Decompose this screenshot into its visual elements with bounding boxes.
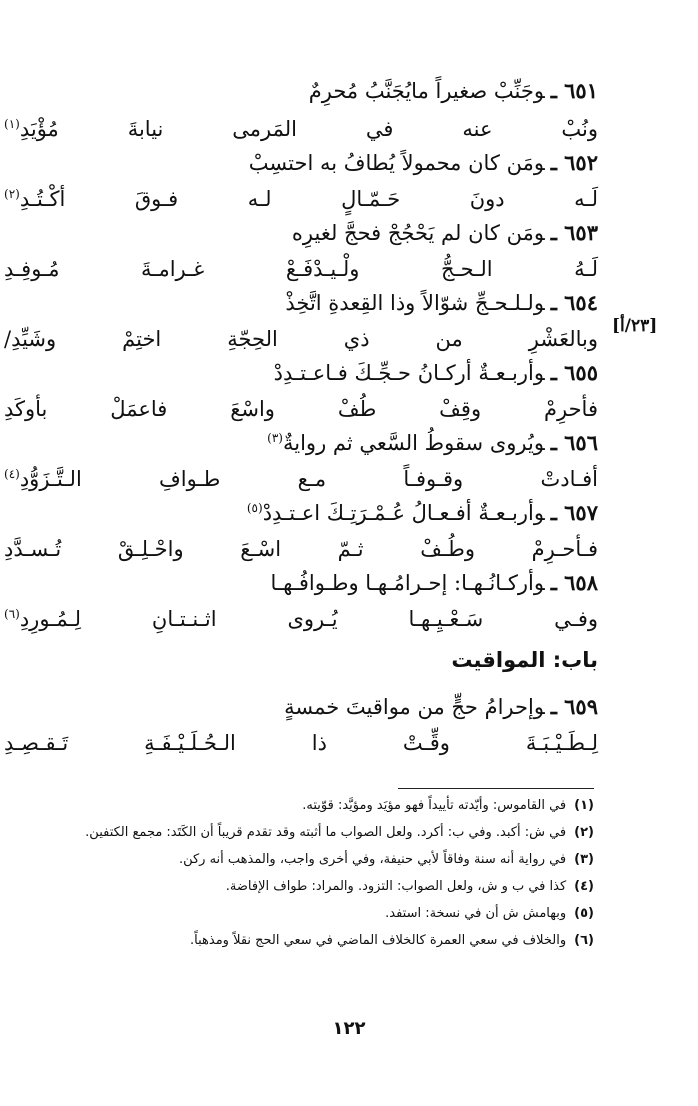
verse-number: ٦٥٤ ـ: [550, 290, 598, 315]
footnote-text: في القاموس: وأيّدته تأييداً فهو مؤيَد ومؤيَّد: قوّيته.: [302, 798, 567, 813]
verse-text: ولـلـحـجِّ شوّالاً وذا القِعدةِ اتَّخِذْ: [285, 291, 545, 315]
verse-line: [4, 530, 598, 568]
verse-number: ٦٥٥ ـ: [550, 360, 598, 385]
verse-line: [20, 688, 598, 726]
verse-line: [4, 460, 598, 498]
verse-line: [4, 180, 598, 218]
footnote: [8, 876, 594, 898]
verse-line: [20, 144, 598, 182]
verse-line: [20, 214, 598, 252]
verse-text: ومَن كان لم يَحْجُجْ فحجَّ لغيرِه: [291, 221, 545, 245]
verse-line: [4, 320, 598, 358]
footnote-marker: (٦): [4, 607, 20, 621]
footnote-marker: (١): [4, 117, 20, 131]
footnote: [8, 930, 594, 952]
verse-text: وفـي سَـعْـيِـهـا يُـروى اثـنـتـانِ لِـمُـورِدِ: [19, 607, 598, 631]
verse-line: [20, 284, 598, 322]
footnote-separator: [398, 788, 594, 789]
verse-number: ٦٥٢ ـ: [550, 150, 598, 175]
footnote-text: وبهامش ش أن في نسخة: استفد.: [385, 906, 567, 921]
verse-text: وبالعَشْرِ من ذي الحِجّةِ اختِمْ وشَيِّدِ/: [4, 327, 598, 351]
footnote-marker: (٥): [246, 501, 263, 515]
verse-line: [20, 72, 598, 110]
page-number: ١٢٢: [332, 1018, 366, 1039]
verse-text: وأربـعـةٌ أركـانُ حـجِّـكَ فـاعـتـدِدْ: [273, 361, 545, 385]
verse-text: ويُروى سقوطُ السَّعي ثم روايةٌ: [282, 431, 545, 455]
verse-number: ٦٥٨ ـ: [550, 570, 598, 595]
verse-text: ونُبْ عنه في المَرمى نيابةَ مُؤْيَدِ: [19, 117, 598, 141]
verse-line: [4, 724, 598, 762]
verse-text: لِـطَـيْـبَـةَ وقِّـتْ ذا الـحُـلَـيْـفَـةِ تَـقـصِـدِ: [4, 731, 598, 755]
verse-text: ومَن كان محمولاً يُطافُ به احتسِبْ: [248, 151, 545, 175]
verse-text: وإحرامُ حجٍّ من مواقيتَ خمسةٍ: [284, 695, 545, 719]
verse-text: لَـه دونَ حَـمّـالٍ لـه فـوقَ أكْـتُـدِ: [19, 187, 598, 211]
verse-text: فأحرِمْ وقِفْ طُفْ واسْعَ فاعمَلْ بأوكَدِ: [4, 397, 598, 421]
chapter-heading: باب: المواقيت: [451, 648, 598, 672]
footnote-number: (٢): [574, 825, 594, 840]
footnote-number: (١): [574, 798, 594, 813]
verse-text: فـأحـرِمْ وطُـفْ ثـمّ اسْـعَ واحْـلِـقْ تُـسـدَّدِ: [4, 537, 598, 561]
footnote-number: (٦): [574, 933, 594, 948]
footnote-marker: (٣): [267, 431, 283, 445]
verse-line: [20, 354, 598, 392]
footnote-text: والخلاف في سعي العمرة كالخلاف الماضي في سعي الحج نقلاً ومذهباً.: [190, 933, 567, 948]
verse-number: ٦٥٦ ـ: [550, 430, 598, 455]
verse-text: وأربـعـةٌ أفـعـالُ عُـمْـرَتِـكَ اعـتـدِدْ: [262, 501, 545, 525]
verse-line: [20, 564, 598, 602]
verse-line: [20, 494, 598, 532]
verse-text: وأركـانُـهـا: إحـرامُـهـا وطـوافُـهـا: [270, 571, 545, 595]
verse-line: [4, 250, 598, 288]
footnote: [8, 795, 594, 817]
footnote: [8, 849, 594, 871]
verse-line: [20, 424, 598, 462]
verse-number: ٦٥٧ ـ: [550, 500, 598, 525]
footnote-text: كذا في ب و ش، ولعل الصواب: التزود. والمراد: طواف الإفاضة.: [225, 879, 567, 894]
footnote-marker: (٤): [4, 467, 20, 481]
footnote-number: (٥): [574, 906, 594, 921]
footnotes: [8, 795, 594, 957]
verse-line: [4, 390, 598, 428]
verse-text: وجَنِّبْ صغيراً مايُجَنَّبُ مُحرِمٌ: [308, 79, 545, 103]
footnote-text: في ش: أكبد. وفي ب: أكرد. ولعل الصواب ما أثبته وقد تقدم قريباً أن الكَتَد: مجمع الكتفين.: [85, 825, 567, 840]
verse-number: ٦٥٩ ـ: [550, 694, 598, 719]
verse-number: ٦٥١ ـ: [550, 78, 598, 103]
verse-text: لَـهُ الـحـجُّ ولْـيـدْفَـعْ غـرامـةَ مُـوفِـدِ: [4, 257, 598, 281]
verse-line: [4, 110, 598, 148]
manuscript-folio-reference: [٢٣/أ]: [612, 316, 658, 336]
footnote: [8, 822, 594, 844]
footnote-marker: (٢): [4, 187, 20, 201]
verse-line: [4, 600, 598, 638]
verse-number: ٦٥٣ ـ: [550, 220, 598, 245]
verse-text: أفـادتْ وقـوفـاً مـع طـوافِ الـتَّـزَوُّدِ: [19, 467, 598, 491]
footnote-number: (٤): [574, 879, 594, 894]
footnote: [8, 903, 594, 925]
footnote-text: في رواية أنه سنة وفاقاً لأبي حنيفة، وفي أخرى واجب، والمذهب أنه ركن.: [178, 852, 567, 867]
footnote-number: (٣): [574, 852, 594, 867]
